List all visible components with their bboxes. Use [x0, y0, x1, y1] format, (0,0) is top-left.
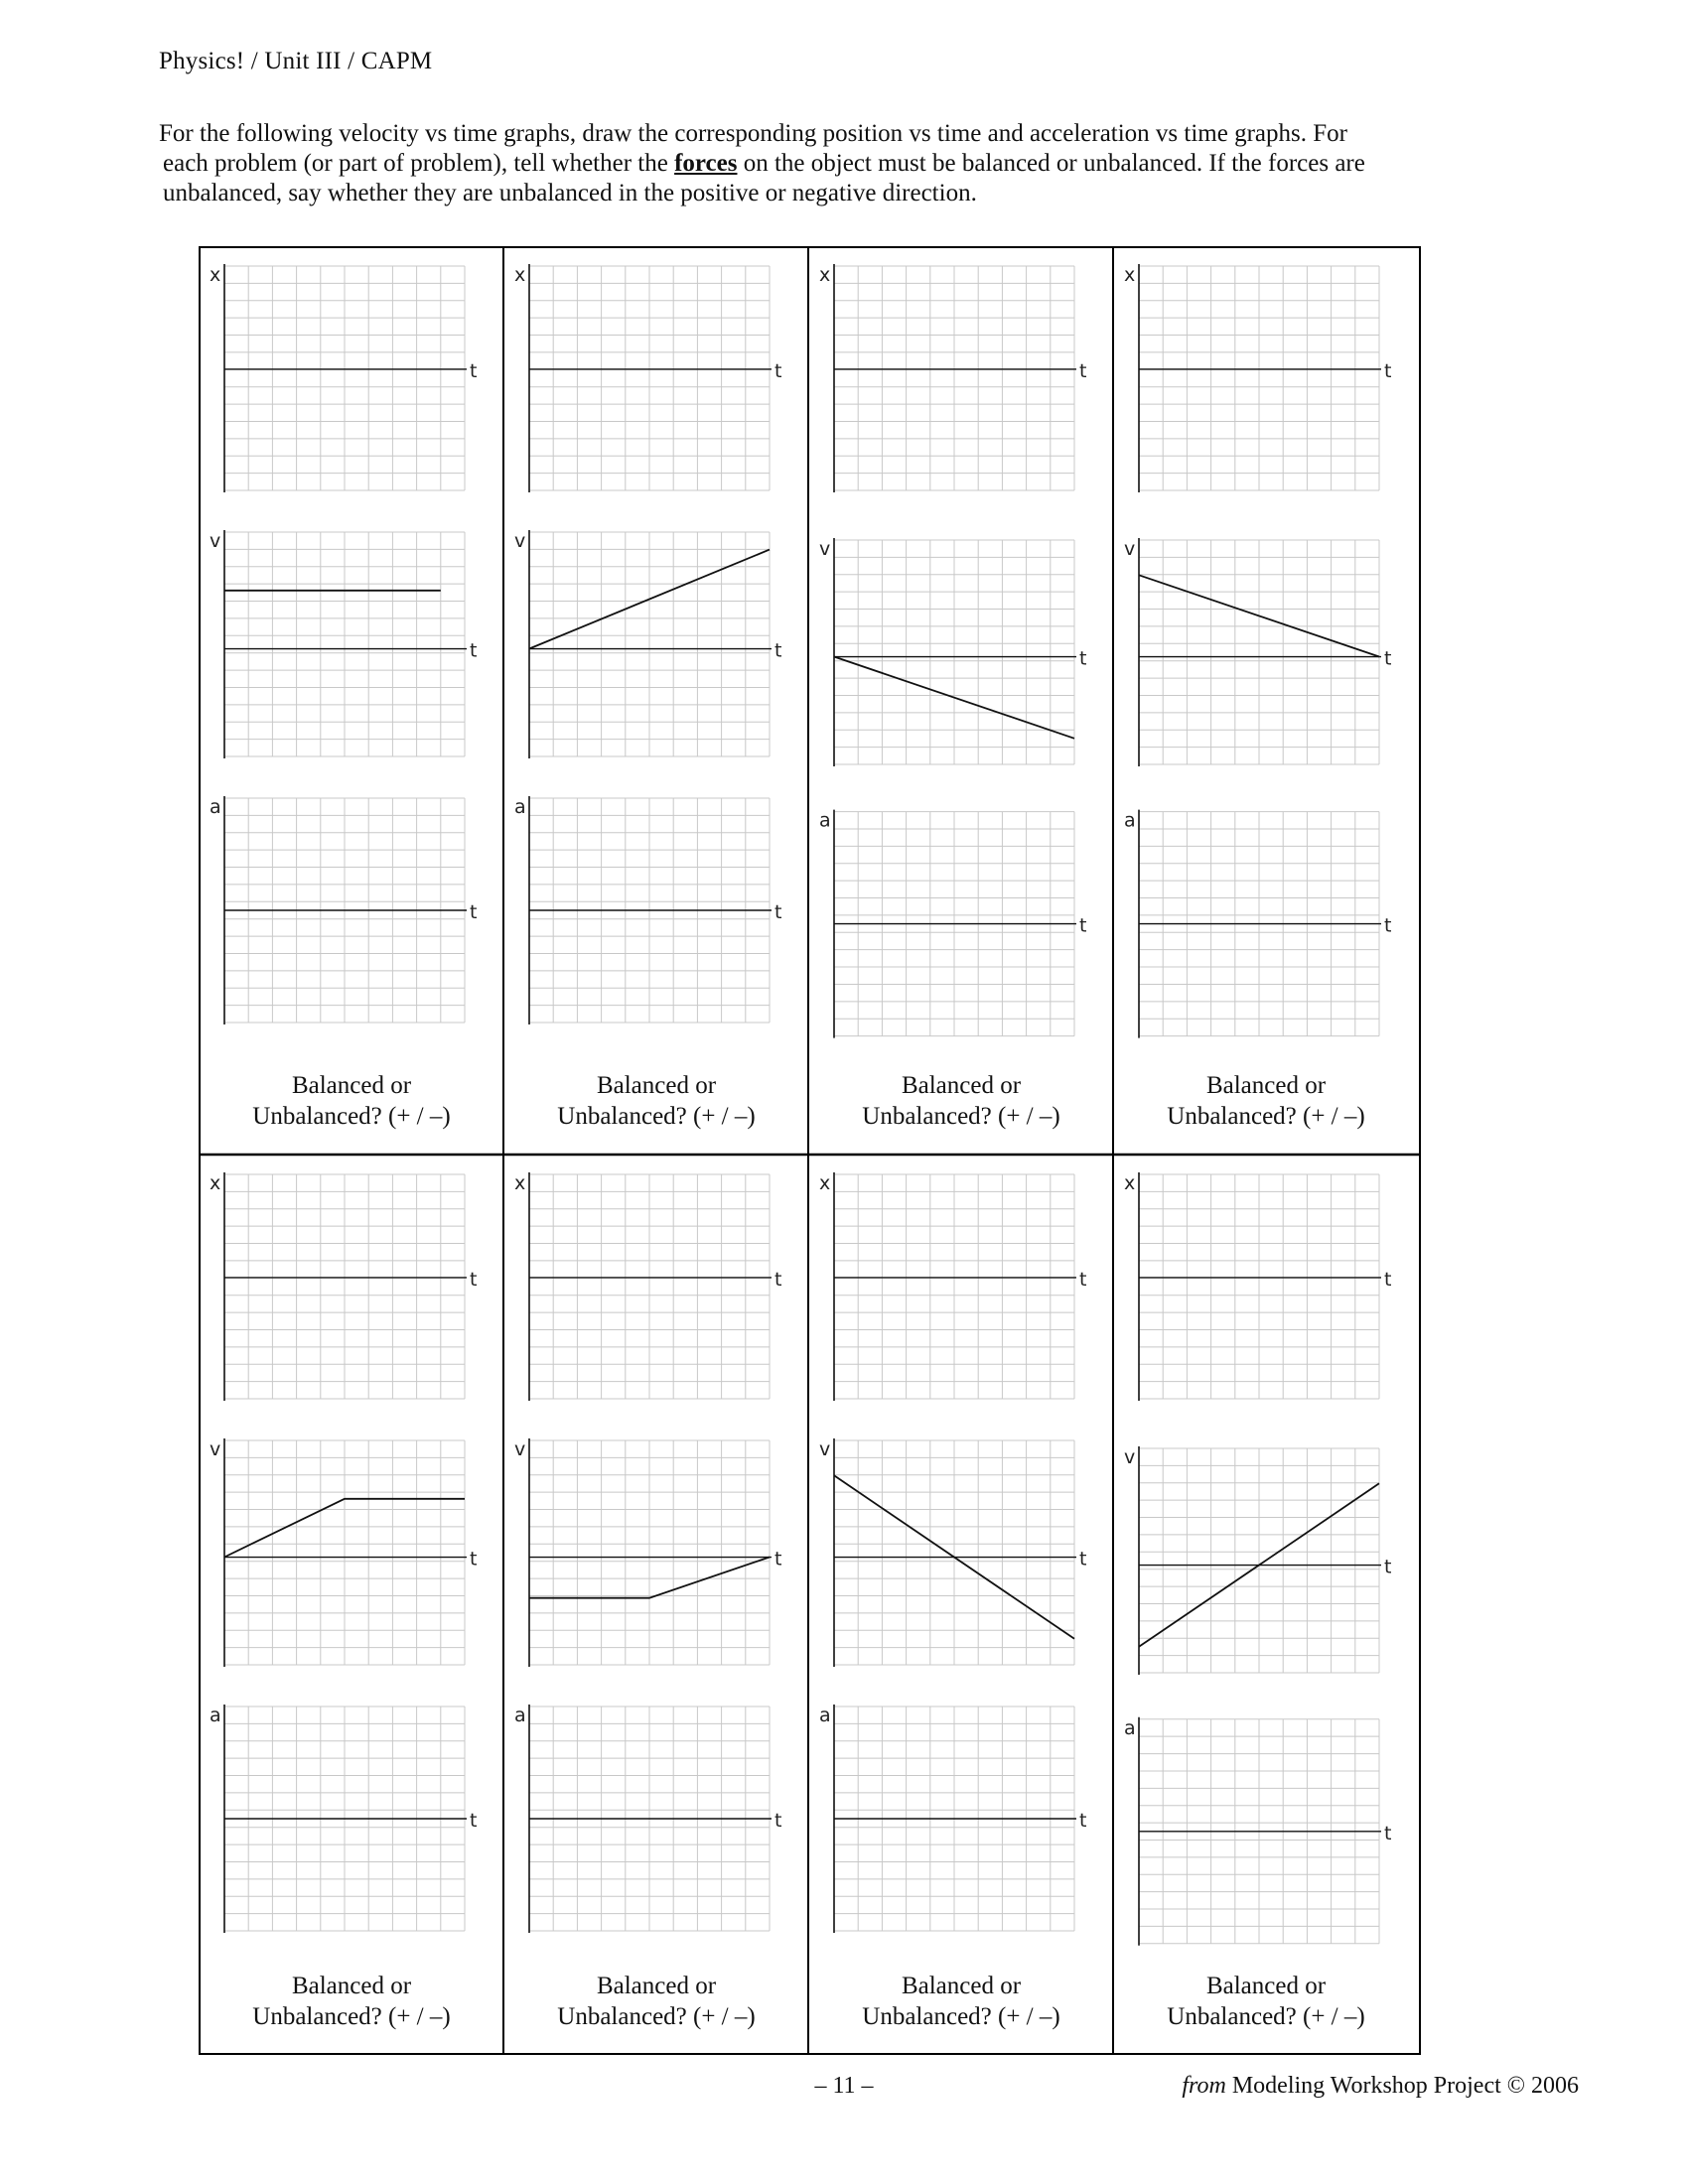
position-graph	[514, 1172, 781, 1401]
velocity-t-label: t	[1384, 647, 1392, 670]
acceleration-t-label: t	[1384, 914, 1392, 937]
caption-line-1: Balanced or	[291, 1072, 412, 1099]
velocity-axis-label: v	[514, 530, 526, 552]
caption-line-1: Balanced or	[596, 1072, 717, 1099]
velocity-t-label: t	[1079, 1548, 1087, 1570]
acceleration-graph	[819, 1705, 1086, 1933]
velocity-graph	[819, 538, 1086, 766]
acceleration-graph	[819, 810, 1086, 1038]
balance-question	[201, 1070, 502, 1132]
velocity-t-label: t	[470, 1548, 478, 1570]
velocity-graph	[1124, 1446, 1391, 1675]
velocity-axis-label: v	[1124, 538, 1136, 560]
acceleration-t-label: t	[774, 1810, 782, 1832]
velocity-t-label: t	[1384, 1556, 1392, 1578]
acceleration-t-label: t	[1079, 914, 1087, 937]
acceleration-axis-label: a	[819, 809, 831, 832]
instructions-line-2-end: on the object must be balanced or unbalanced. If the forces are	[737, 150, 1365, 177]
page-number: – 11 –	[814, 2073, 874, 2099]
position-t-label: t	[774, 1268, 782, 1291]
problem-cell-1	[210, 264, 477, 1024]
velocity-axis-label: v	[514, 1438, 526, 1460]
position-axis-label: x	[819, 1172, 831, 1194]
velocity-t-label: t	[774, 639, 782, 662]
position-axis-label: x	[819, 264, 831, 286]
acceleration-axis-label: a	[514, 796, 526, 818]
position-axis-label: x	[210, 264, 221, 286]
instructions-line-3: unbalanced, say whether they are unbalanced in the positive or negative direction.	[163, 180, 977, 206]
page-header: Physics! / Unit III / CAPM	[159, 48, 433, 74]
velocity-graph	[210, 1438, 477, 1667]
velocity-graph	[819, 1438, 1086, 1667]
problem-cell-2	[514, 264, 781, 1024]
balance-question	[810, 1971, 1112, 2032]
problem-cell-6	[514, 1172, 781, 1933]
acceleration-t-label: t	[774, 901, 782, 923]
acceleration-axis-label: a	[1124, 809, 1136, 832]
position-t-label: t	[1079, 1268, 1087, 1291]
caption-line-1: Balanced or	[1205, 1973, 1327, 1999]
credit-text: Modeling Workshop Project © 2006	[1225, 2073, 1579, 2099]
acceleration-axis-label: a	[819, 1705, 831, 1726]
position-graph	[819, 264, 1086, 492]
acceleration-t-label: t	[470, 1810, 478, 1832]
problem-cell-8	[1124, 1172, 1391, 1946]
velocity-graph	[1124, 538, 1391, 766]
caption-line-1: Balanced or	[901, 1072, 1022, 1099]
balance-question	[505, 1070, 807, 1132]
acceleration-axis-label: a	[210, 1705, 221, 1726]
caption-line-2: Unbalanced? (+ / –)	[252, 2003, 451, 2030]
position-graph	[210, 264, 477, 492]
balance-question	[1115, 1971, 1417, 2032]
velocity-axis-label: v	[210, 530, 221, 552]
caption-line-2: Unbalanced? (+ / –)	[862, 2003, 1060, 2030]
problem-cell-4	[1124, 264, 1391, 1038]
position-graph	[819, 1172, 1086, 1401]
acceleration-graph	[1124, 1717, 1391, 1946]
position-t-label: t	[1079, 359, 1087, 382]
caption-line-2: Unbalanced? (+ / –)	[557, 1103, 756, 1130]
balance-question	[810, 1070, 1112, 1132]
instructions-line-2-start: each problem (or part of problem), tell whether the	[163, 150, 675, 177]
acceleration-graph	[1124, 810, 1391, 1038]
balance-question	[201, 1971, 502, 2032]
credit-from: from	[1182, 2073, 1226, 2099]
instructions-line-1: For the following velocity vs time graphs, draw the corresponding position vs time and acceleration vs time graphs. For	[159, 120, 1347, 147]
caption-line-2: Unbalanced? (+ / –)	[557, 2003, 756, 2030]
velocity-graph	[514, 530, 781, 758]
velocity-t-label: t	[774, 1548, 782, 1570]
caption-line-1: Balanced or	[1205, 1072, 1327, 1099]
acceleration-t-label: t	[1079, 1810, 1087, 1832]
acceleration-t-label: t	[470, 901, 478, 923]
acceleration-axis-label: a	[514, 1705, 526, 1726]
position-graph	[210, 1172, 477, 1401]
caption-line-2: Unbalanced? (+ / –)	[1167, 2003, 1365, 2030]
velocity-t-label: t	[470, 639, 478, 662]
forces-keyword: forces	[674, 150, 738, 177]
position-graph	[1124, 264, 1391, 492]
acceleration-graph	[514, 796, 781, 1024]
acceleration-axis-label: a	[1124, 1716, 1136, 1739]
acceleration-graph	[514, 1705, 781, 1933]
acceleration-graph	[210, 1705, 477, 1933]
velocity-axis-label: v	[819, 538, 831, 560]
problem-cell-5	[210, 1172, 477, 1933]
position-axis-label: x	[1124, 1172, 1136, 1194]
velocity-axis-label: v	[1124, 1446, 1136, 1468]
balance-question	[1115, 1070, 1417, 1132]
caption-line-2: Unbalanced? (+ / –)	[1167, 1103, 1365, 1130]
velocity-axis-label: v	[819, 1438, 831, 1460]
footer-credit	[1092, 2073, 1579, 2100]
position-t-label: t	[774, 359, 782, 382]
caption-line-2: Unbalanced? (+ / –)	[862, 1103, 1060, 1130]
position-t-label: t	[470, 1268, 478, 1291]
position-axis-label: x	[1124, 264, 1136, 286]
problem-cell-3	[819, 264, 1086, 1038]
position-graph	[514, 264, 781, 492]
caption-line-1: Balanced or	[291, 1973, 412, 1999]
caption-line-1: Balanced or	[901, 1973, 1022, 1999]
position-t-label: t	[1384, 359, 1392, 382]
position-axis-label: x	[210, 1172, 221, 1194]
position-t-label: t	[1384, 1268, 1392, 1291]
caption-line-1: Balanced or	[596, 1973, 717, 1999]
velocity-graph	[210, 530, 477, 758]
balance-question	[505, 1971, 807, 2032]
velocity-t-label: t	[1079, 647, 1087, 670]
position-axis-label: x	[514, 1172, 526, 1194]
position-t-label: t	[470, 359, 478, 382]
position-axis-label: x	[514, 264, 526, 286]
problem-cell-7	[819, 1172, 1086, 1933]
caption-line-2: Unbalanced? (+ / –)	[252, 1103, 451, 1130]
position-graph	[1124, 1172, 1391, 1401]
acceleration-graph	[210, 796, 477, 1024]
acceleration-axis-label: a	[210, 796, 221, 818]
acceleration-t-label: t	[1384, 1822, 1392, 1844]
velocity-axis-label: v	[210, 1438, 221, 1460]
velocity-graph	[514, 1438, 781, 1667]
